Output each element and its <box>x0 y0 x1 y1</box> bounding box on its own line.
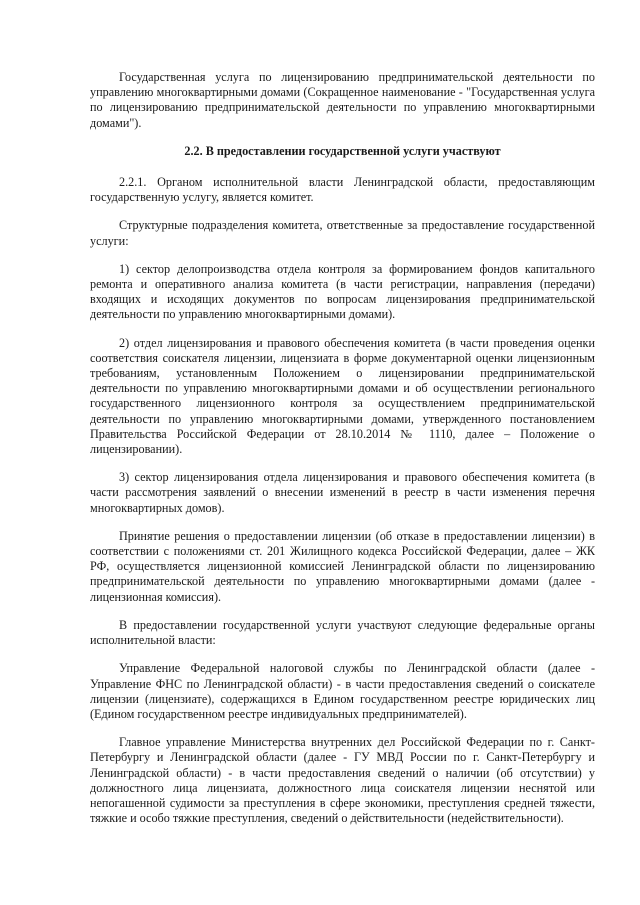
paragraph-item-1: 1) сектор делопроизводства отдела контроля за формированием фондов капитального ремонта и оперативного анализа комитета (в части регистрации, направления (передачи) входящих и исходящих документов по вопросам лицензирования предпринимательской деятельности по управлению многоквартирными домами). <box>90 261 595 322</box>
paragraph-license-decision: Принятие решения о предоставлении лицензии (об отказе в предоставлении лицензии) в соответствии с положениями ст. 201 Жилищного кодекса Российской Федерации, далее – ЖК РФ, осуществляется лицензионной комиссией Ленинградской области по лицензированию предпринимательской деятельности по управлению многоквартирными домами (далее - лицензионная комиссия). <box>90 528 595 604</box>
paragraph-mvd: Главное управление Министерства внутренних дел Российской Федерации по г. Санкт-Петербургу и Ленинградской области (далее - ГУ МВД России по г. Санкт-Петербургу и Ленинградской области) - в части предоставления сведений о наличии (об отсутствии) у должностного лица лицензиата, должностного лица соискателя лицензии неснятой или непогашенной судимости за преступления в сфере экономики, преступления средней тяжести, тяжкие и особо тяжкие преступления, сведений о действительности (недействительности). <box>90 735 595 826</box>
paragraph-executive-body: 2.2.1. Органом исполнительной власти Ленинградской области, предоставляющим государственную услугу, является комитет. <box>90 175 595 205</box>
document-page <box>90 70 595 839</box>
paragraph-structural-units: Структурные подразделения комитета, ответственные за предоставление государственной услуги: <box>90 218 595 248</box>
paragraph-federal-bodies: В предоставлении государственной услуги участвуют следующие федеральные органы исполнительной власти: <box>90 617 595 648</box>
intro-paragraph: Государственная услуга по лицензированию предпринимательской деятельности по управлению многоквартирными домами (Сокращенное наименование - "Государственная услуга по лицензированию предпринимательской деятельности по управлению многоквартирными домами"). <box>90 70 595 130</box>
paragraph-item-3: 3) сектор лицензирования отдела лицензирования и правового обеспечения комитета (в части рассмотрения заявлений о внесении изменений в реестр в части изменения перечня многоквартирных домов). <box>90 470 595 515</box>
section-heading: 2.2. В предоставлении государственной услуги участвуют <box>184 143 501 158</box>
paragraph-fns: Управление Федеральной налоговой службы по Ленинградской области (далее - Управление ФНС по Ленинградской области) - в части предоставления сведений о соискателе лицензии (лицензиате), содержащихся в Едином государственном реестре юридических лиц (Едином государственном реестре индивидуальных предпринимателей). <box>90 661 595 721</box>
paragraph-item-2: 2) отдел лицензирования и правового обеспечения комитета (в части проведения оценки соответствия соискателя лицензии, лицензиата в форме документарной оценки лицензионным требованиям, установленным Положением о лицензировании предпринимательской деятельности по управлению многоквартирными домами и об осуществлении регионального государственного лицензионного контроля за осуществлением предпринимательской деятельности по управлению многоквартирными домами, утвержденного постановлением Правительства Российской Федерации от 28.10.2014 № 1110, далее – Положение о лицензировании). <box>90 335 595 457</box>
